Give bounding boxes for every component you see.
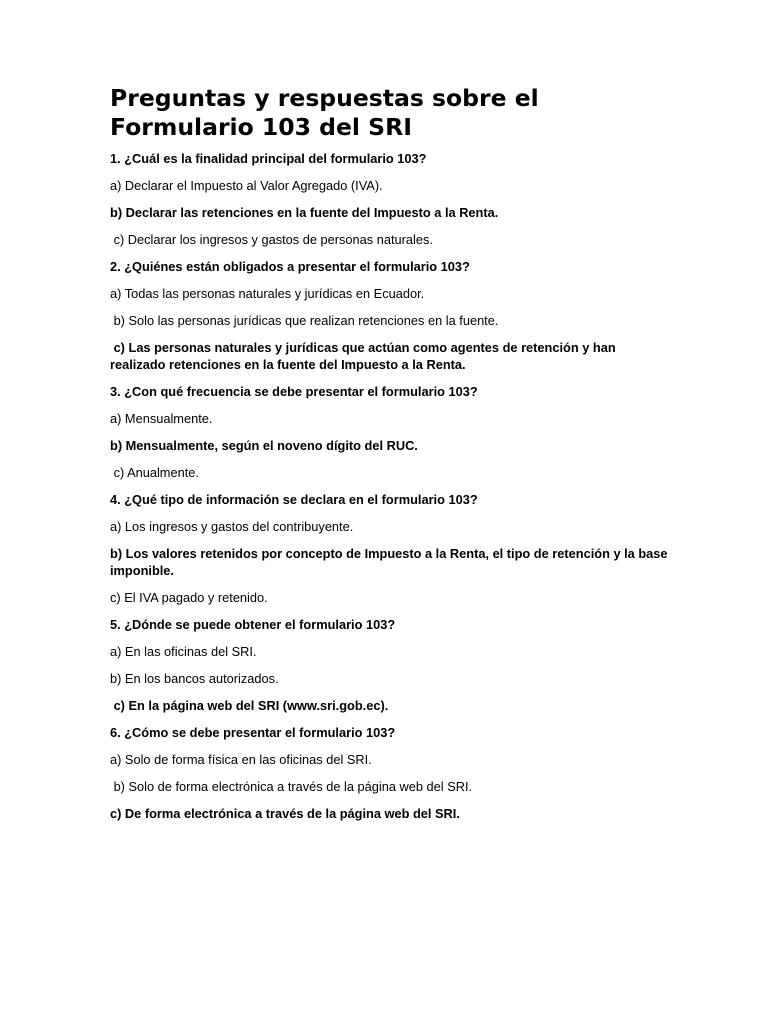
answer-option: a) Mensualmente. bbox=[110, 411, 213, 426]
question-or-answer-bold: b) Mensualmente, según el noveno dígito del RUC. bbox=[110, 438, 418, 453]
answer-option: c) El IVA pagado y retenido. bbox=[110, 590, 268, 605]
answer-option: a) Los ingresos y gastos del contribuyente. bbox=[110, 519, 354, 534]
answer-option: b) En los bancos autorizados. bbox=[110, 671, 279, 686]
question-or-answer-bold: 2. ¿Quiénes están obligados a presentar el formulario 103? bbox=[110, 259, 470, 274]
answer-option: a) En las oficinas del SRI. bbox=[110, 644, 257, 659]
question-or-answer-bold: c) Las personas naturales y jurídicas que actúan como agentes de retención y han realizado retenciones en la fuente del Impuesto a la Renta. bbox=[110, 340, 620, 372]
question-or-answer-bold: b) Declarar las retenciones en la fuente del Impuesto a la Renta. bbox=[110, 205, 499, 220]
question-or-answer-bold: c) De forma electrónica a través de la página web del SRI. bbox=[110, 806, 460, 821]
question-or-answer-bold: 5. ¿Dónde se puede obtener el formulario 103? bbox=[110, 617, 396, 632]
answer-option: c) Anualmente. bbox=[110, 465, 199, 480]
question-answer-list bbox=[110, 150, 670, 822]
question-or-answer-bold: 6. ¿Cómo se debe presentar el formulario 103? bbox=[110, 725, 396, 740]
answer-option: a) Declarar el Impuesto al Valor Agregado (IVA). bbox=[110, 178, 383, 193]
question-or-answer-bold: 4. ¿Qué tipo de información se declara en el formulario 103? bbox=[110, 492, 478, 507]
answer-option: b) Solo de forma electrónica a través de la página web del SRI. bbox=[110, 779, 473, 794]
question-or-answer-bold: c) En la página web del SRI (www.sri.gob.ec). bbox=[110, 698, 389, 713]
document-title: Preguntas y respuestas sobre el Formulario 103 del SRI bbox=[110, 84, 539, 141]
answer-option: b) Solo las personas jurídicas que realizan retenciones en la fuente. bbox=[110, 313, 499, 328]
answer-option: a) Todas las personas naturales y jurídicas en Ecuador. bbox=[110, 286, 425, 301]
answer-option: a) Solo de forma física en las oficinas del SRI. bbox=[110, 752, 372, 767]
question-or-answer-bold: b) Los valores retenidos por concepto de Impuesto a la Renta, el tipo de retención y la base imponible. bbox=[110, 546, 672, 578]
question-or-answer-bold: 1. ¿Cuál es la finalidad principal del formulario 103? bbox=[110, 151, 427, 166]
document-page bbox=[110, 84, 670, 832]
question-or-answer-bold: 3. ¿Con qué frecuencia se debe presentar el formulario 103? bbox=[110, 384, 478, 399]
answer-option: c) Declarar los ingresos y gastos de personas naturales. bbox=[110, 232, 433, 247]
